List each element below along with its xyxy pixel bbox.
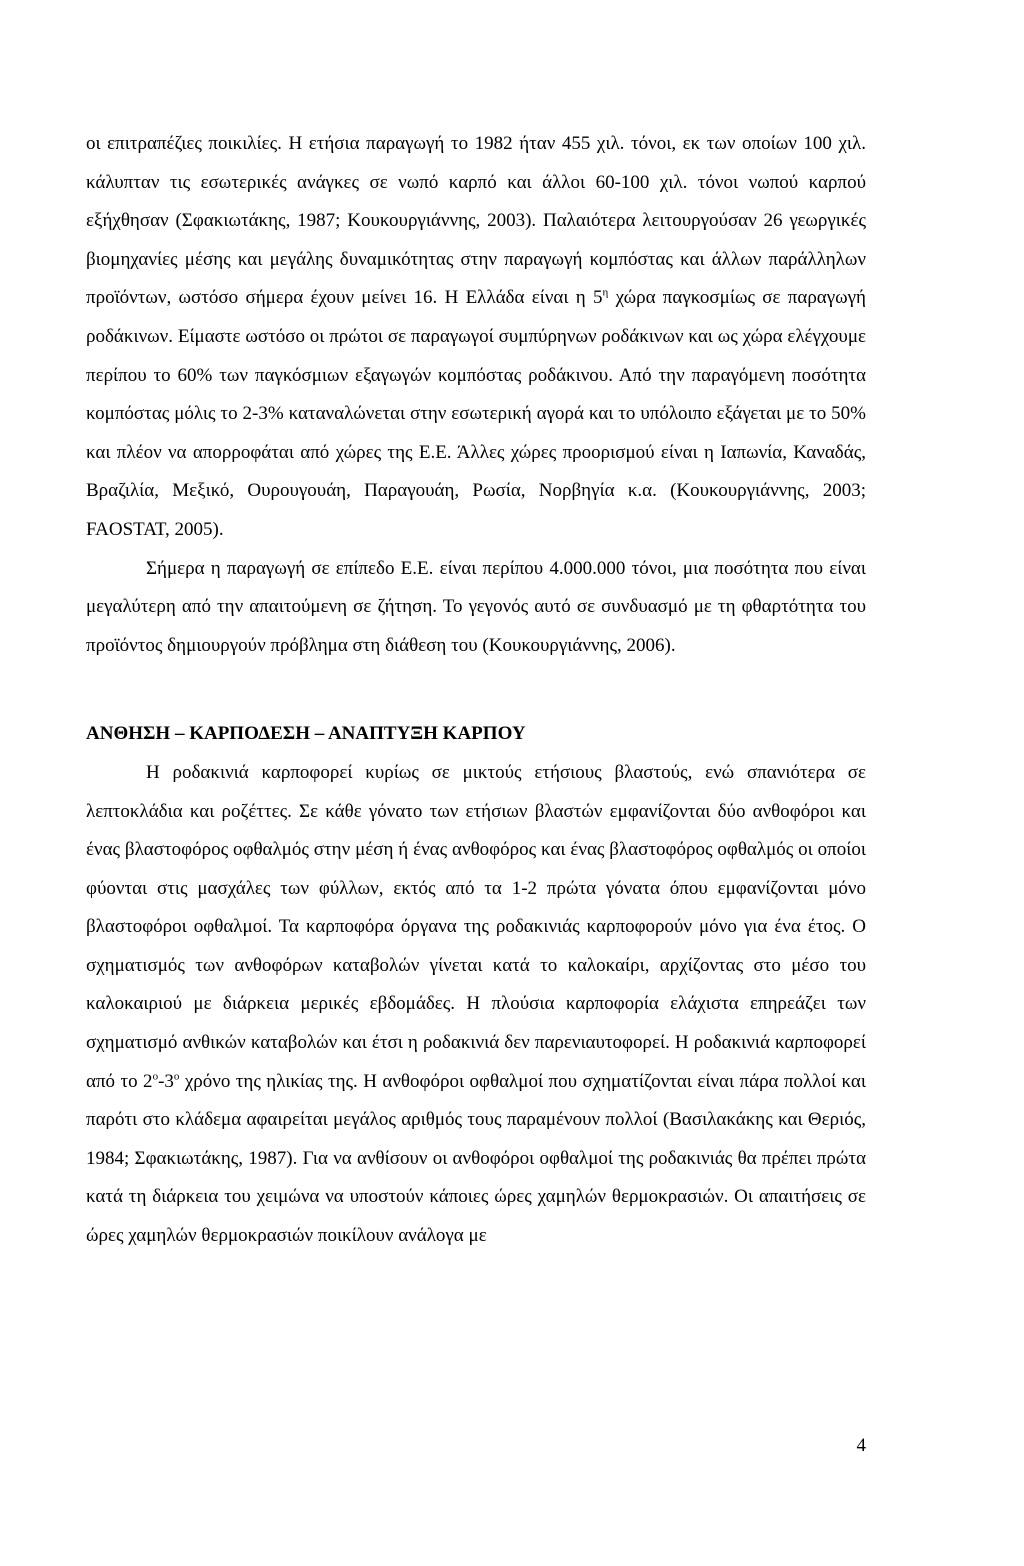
paragraph-eu-production [86,550,866,666]
superscript: ο [152,1070,159,1083]
paragraph-text: οι επιτραπέζιες ποικιλίες. Η ετήσια παραγωγή το 1982 ήταν 455 χιλ. τόνοι, εκ των οποίων 100 χιλ. κάλυπταν τις εσωτερικές ανάγκες σε νωπό καρπό και άλλοι 60-100 χιλ. τόνοι νωπού καρπού εξήχθησαν (Σφακιωτάκης, 1987; Κουκουργιάννης, 2003). Παλαιότερα λειτουργούσαν 26 γεωργικές βιομηχανίες μέσης και μεγάλης δυναμικότητας στην παραγωγή κομπόστας και άλλων παράλληλων προϊόντων, ωστόσο σήμερα έχουν μείνει 16. Η Ελλάδα είναι η 5 [86,133,866,309]
section-heading: ΑΝΘΗΣΗ – ΚΑΡΠΟΔΕΣΗ – ΑΝΑΠΤΥΞΗ ΚΑΡΠΟΥ [86,723,526,745]
paragraph-text: Η ροδακινιά καρποφορεί κυρίως σε μικτούς ετήσιους βλαστούς, ενώ σπανιότερα σε λεπτοκλάδια και ροζέττες. Σε κάθε γόνατο των ετήσιων βλαστών εμφανίζονται δύο ανθοφόροι και ένας βλαστοφόρος οφθαλμός στην μέση ή ένας ανθοφόρος και ένας βλαστοφόρος οφθαλμός οι οποίοι φύονται στις μασχάλες των φύλλων, εκτός από τα 1-2 πρώτα γόνατα όπου εμφανίζονται μόνο βλαστοφόροι οφθαλμοί. Τα καρποφόρα όργανα της ροδακινιάς καρποφορούν μόνο για ένα έτος. Ο σχηματισμός των ανθοφόρων καταβολών γίνεται κατά το καλοκαίρι, αρχίζοντας στο μέσο του καλοκαιριού με διάρκεια μερικές εβδομάδες. Η πλούσια καρποφορία ελάχιστα επηρεάζει των σχηματισμό ανθικών καταβολών και έτσι η ροδακινιά δεν παρενιαυτοφορεί. Η ροδακινιά καρποφορεί από το 2 [86,761,866,1092]
paragraph-flowering [86,754,866,1256]
document-body [86,125,866,1256]
superscript: ο [173,1070,180,1083]
paragraph-production [86,125,866,550]
paragraph-text: -3 [158,1070,174,1092]
paragraph-text: χρόνο της ηλικίας της. Η ανθοφόροι οφθαλμοί που σχηματίζονται είναι πάρα πολλοί και παρότι στο κλάδεμα αφαιρείται μεγάλος αριθμός τους παραμένουν πολλοί (Βασιλακάκης και Θεριός, 1984; Σφακιωτάκης, 1987). Για να ανθίσουν οι ανθοφόροι οφθαλμοί της ροδακινιάς θα πρέπει πρώτα κατά τη διάρκεια του χειμώνα να υποστούν κάποιες ώρες χαμηλών θερμοκρασιών. Οι απαιτήσεις σε ώρες χαμηλών θερμοκρασιών ποικίλουν ανάλογα με [86,1070,866,1247]
page-number: 4 [856,1435,866,1456]
paragraph-text: χώρα παγκοσμίως σε παραγωγή ροδάκινων. Είμαστε ωστόσο οι πρώτοι σε παραγωγοί συμπύρηνων ροδάκινων και ως χώρα ελέγχουμε περίπου το 60% των παγκόσμιων εξαγωγών κομπόστας ροδάκινου. Από την παραγόμενη ποσότητα κομπόστας μόλις το 2-3% καταναλώνεται στην εσωτερική αγορά και το υπόλοιπο εξάγεται με το 50% και πλέον να απορροφάται από χώρες της Ε.Ε. Άλλες χώρες προορισμού είναι η Ιαπωνία, Καναδάς, Βραζιλία, Μεξικό, Ουρουγουάη, Παραγουάη, Ρωσία, Νορβηγία κ.α. (Κουκουργιάννης, 2003; FAOSTAT, 2005). [86,287,866,540]
paragraph-text: Σήμερα η παραγωγή σε επίπεδο Ε.Ε. είναι περίπου 4.000.000 τόνοι, μια ποσότητα που είναι μεγαλύτερη από την απαιτούμενη σε ζήτηση. Το γεγονός αυτό σε συνδυασμό με τη φθαρτότητα του προϊόντος δημιουργούν πρόβλημα στη διάθεση του (Κουκουργιάννης, 2006). [86,557,866,656]
superscript: η [602,287,609,300]
